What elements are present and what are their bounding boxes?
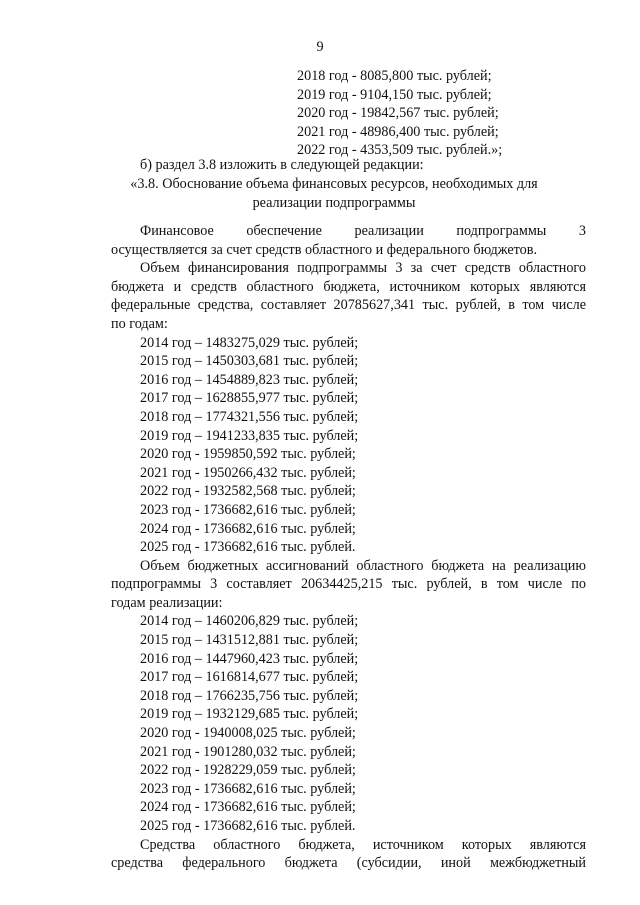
- list-item: 2015 год – 1450303,681 тыс. рублей;: [140, 353, 359, 370]
- list-item: 2025 год - 1736682,616 тыс. рублей.: [140, 818, 356, 834]
- paragraph-line: средства федерального бюджета (субсидии, иной межбюджетный: [111, 855, 586, 872]
- list-item: 2014 год – 1460206,829 тыс. рублей;: [140, 613, 359, 630]
- list-item: 2017 год – 1616814,677 тыс. рублей;: [140, 669, 359, 686]
- list-item: 2025 год - 1736682,616 тыс. рублей.: [140, 539, 356, 556]
- heading-line: «3.8. Обоснование объема финансовых ресурсов, необходимых для: [130, 176, 538, 192]
- list-item: 2023 год - 1736682,616 тыс. рублей;: [140, 501, 356, 518]
- paragraph-line: подпрограммы 3 составляет 20634425,215 тыс. рублей, в том числе по: [111, 576, 586, 593]
- paragraph-line: Объем финансирования подпрограммы 3 за счет средств областного: [140, 260, 586, 277]
- list-item: 2015 год – 1431512,881 тыс. рублей;: [140, 632, 359, 649]
- list-item: 2019 год – 1932129,685 тыс. рублей;: [140, 706, 359, 723]
- paragraph-line: Средства областного бюджета, источником которых являются: [140, 836, 586, 853]
- list-item: 2021 год - 1950266,432 тыс. рублей;: [140, 464, 356, 481]
- list-item: 2019 год – 1941233,835 тыс. рублей;: [140, 427, 359, 444]
- list-item: 2024 год - 1736682,616 тыс. рублей;: [140, 520, 356, 537]
- paragraph-line: по годам:: [111, 315, 168, 332]
- list-item: 2018 год – 1766235,756 тыс. рублей;: [140, 687, 359, 704]
- list-item: 2014 год – 1483275,029 тыс. рублей;: [140, 334, 359, 351]
- list-item: 2022 год - 1928229,059 тыс. рублей;: [140, 762, 356, 779]
- list-item: 2020 год - 1940008,025 тыс. рублей;: [140, 725, 356, 742]
- list-item: 2017 год – 1628855,977 тыс. рублей;: [140, 390, 359, 407]
- paragraph-line: Объем бюджетных ассигнований областного бюджета на реализацию: [140, 557, 586, 574]
- list-item: 2023 год - 1736682,616 тыс. рублей;: [140, 780, 356, 797]
- list-item: 2022 год - 4353,509 тыс. рублей.»;: [297, 142, 503, 159]
- list-item: 2016 год – 1447960,423 тыс. рублей;: [140, 650, 359, 667]
- list-item: 2021 год - 1901280,032 тыс. рублей;: [140, 743, 356, 760]
- previous-years-list: [297, 67, 502, 160]
- heading-line: реализации подпрограммы: [252, 194, 416, 211]
- paragraph-line: бюджета и средств областного бюджета, источником которых являются: [111, 278, 586, 295]
- section-heading: [110, 175, 558, 212]
- funding-by-year-list: [111, 334, 586, 557]
- paragraph-line: годам реализации:: [111, 594, 223, 611]
- paragraph-line: осуществляется за счет средств областного и федерального бюджетов.: [111, 241, 538, 258]
- paragraph-line: Финансовое обеспечение реализации подпрограммы 3: [140, 223, 586, 239]
- list-item: 2022 год - 1932582,568 тыс. рублей;: [140, 483, 356, 500]
- page-number: 9: [316, 39, 324, 55]
- list-item: 2018 год – 1774321,556 тыс. рублей;: [140, 408, 359, 425]
- regional-budget-by-year-list: [111, 612, 586, 835]
- section-intro: б) раздел 3.8 изложить в следующей редакции:: [140, 157, 424, 173]
- list-item: 2020 год - 19842,567 тыс. рублей;: [297, 105, 499, 122]
- list-item: 2016 год – 1454889,823 тыс. рублей;: [140, 371, 359, 388]
- list-item: 2021 год - 48986,400 тыс. рублей;: [297, 123, 499, 140]
- list-item: 2019 год - 9104,150 тыс. рублей;: [297, 86, 492, 103]
- paragraph-line: федеральные средства, составляет 20785627,341 тыс. рублей, в том числе: [111, 297, 586, 314]
- list-item: 2024 год - 1736682,616 тыс. рублей;: [140, 799, 356, 816]
- list-item: 2020 год - 1959850,592 тыс. рублей;: [140, 446, 356, 463]
- document-body: [111, 222, 586, 873]
- list-item: 2018 год - 8085,800 тыс. рублей;: [297, 68, 492, 84]
